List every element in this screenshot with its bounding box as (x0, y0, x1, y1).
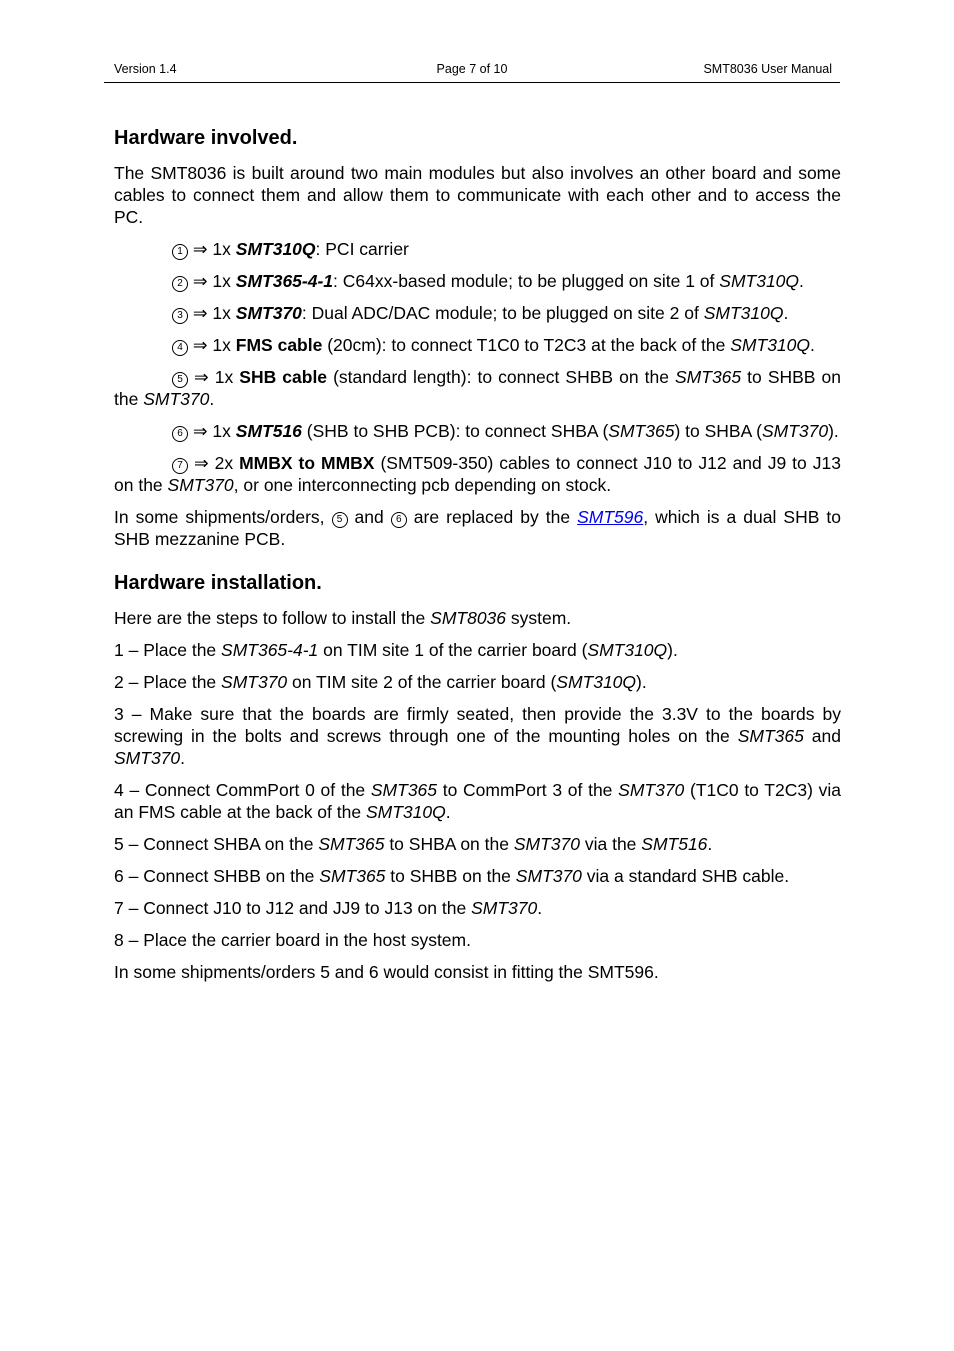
number-4-icon: 4 (172, 340, 188, 356)
step-4: 4 – Connect CommPort 0 of the SMT365 to CommPort 3 of the SMT370 (T1C0 to T2C3) via an FMS cable at the back of the SMT310Q. (114, 780, 841, 822)
installation-intro: Here are the steps to follow to install the SMT8036 system. (114, 608, 572, 628)
smt596-link[interactable]: SMT596 (577, 507, 644, 527)
manual-title: SMT8036 User Manual (703, 62, 832, 76)
step-2: 2 – Place the SMT370 on TIM site 2 of the carrier board (SMT310Q). (114, 672, 647, 692)
number-6-icon: 6 (172, 426, 188, 442)
step-8: 8 – Place the carrier board in the host system. (114, 930, 471, 950)
number-2-icon: 2 (172, 276, 188, 292)
shipment-note: In some shipments/orders, 5 and 6 are replaced by the SMT596, which is a dual SHB to SHB mezzanine PCB. (114, 507, 841, 549)
list-item: 1 ⇒ 1x SMT310Q: PCI carrier (114, 238, 841, 260)
list-item: 6 ⇒ 1x SMT516 (SHB to SHB PCB): to connect SHBA (SMT365) to SHBA (SMT370). (114, 420, 841, 442)
number-5-icon: 5 (172, 372, 188, 388)
page-number: Page 7 of 10 (436, 62, 508, 76)
step-5: 5 – Connect SHBA on the SMT365 to SHBA on the SMT370 via the SMT516. (114, 834, 713, 854)
closing-note: In some shipments/orders 5 and 6 would consist in fitting the SMT596. (114, 962, 659, 982)
step-1: 1 – Place the SMT365-4-1 on TIM site 1 of the carrier board (SMT310Q). (114, 640, 678, 660)
step-6: 6 – Connect SHBB on the SMT365 to SHBB on the SMT370 via a standard SHB cable. (114, 866, 790, 886)
version-label: Version 1.4 (114, 62, 177, 76)
number-6-icon: 6 (391, 512, 407, 528)
page-content (114, 125, 841, 993)
list-item: 2 ⇒ 1x SMT365-4-1: C64xx-based module; to be plugged on site 1 of SMT310Q. (114, 270, 841, 292)
intro-paragraph: The SMT8036 is built around two main modules but also involves an other board and some cables to connect them and allow them to communicate with each other and to access the PC. (114, 163, 841, 227)
list-item: 5 ⇒ 1x SHB cable (standard length): to connect SHBB on the SMT365 to SHBB on the SMT370. (114, 367, 841, 409)
number-5-icon: 5 (332, 512, 348, 528)
list-item: 3 ⇒ 1x SMT370: Dual ADC/DAC module; to be plugged on site 2 of SMT310Q. (114, 302, 841, 324)
number-1-icon: 1 (172, 244, 188, 260)
list-item: 7 ⇒ 2x MMBX to MMBX (SMT509-350) cables to connect J10 to J12 and J9 to J13 on the SMT370, or one interconnecting pcb depending on stock. (114, 453, 841, 495)
step-7: 7 – Connect J10 to J12 and JJ9 to J13 on the SMT370. (114, 898, 543, 918)
section-title-hardware-installation: Hardware installation. (114, 572, 322, 594)
page-header (104, 62, 840, 83)
number-7-icon: 7 (172, 458, 188, 474)
step-3: 3 – Make sure that the boards are firmly seated, then provide the 3.3V to the boards by screwing in the bolts and screws through one of the mounting holes on the SMT365 and SMT370. (114, 704, 842, 768)
number-3-icon: 3 (172, 308, 188, 324)
list-item: 4 ⇒ 1x FMS cable (20cm): to connect T1C0 to T2C3 at the back of the SMT310Q. (114, 334, 841, 356)
section-title-hardware-involved: Hardware involved. (114, 127, 298, 149)
